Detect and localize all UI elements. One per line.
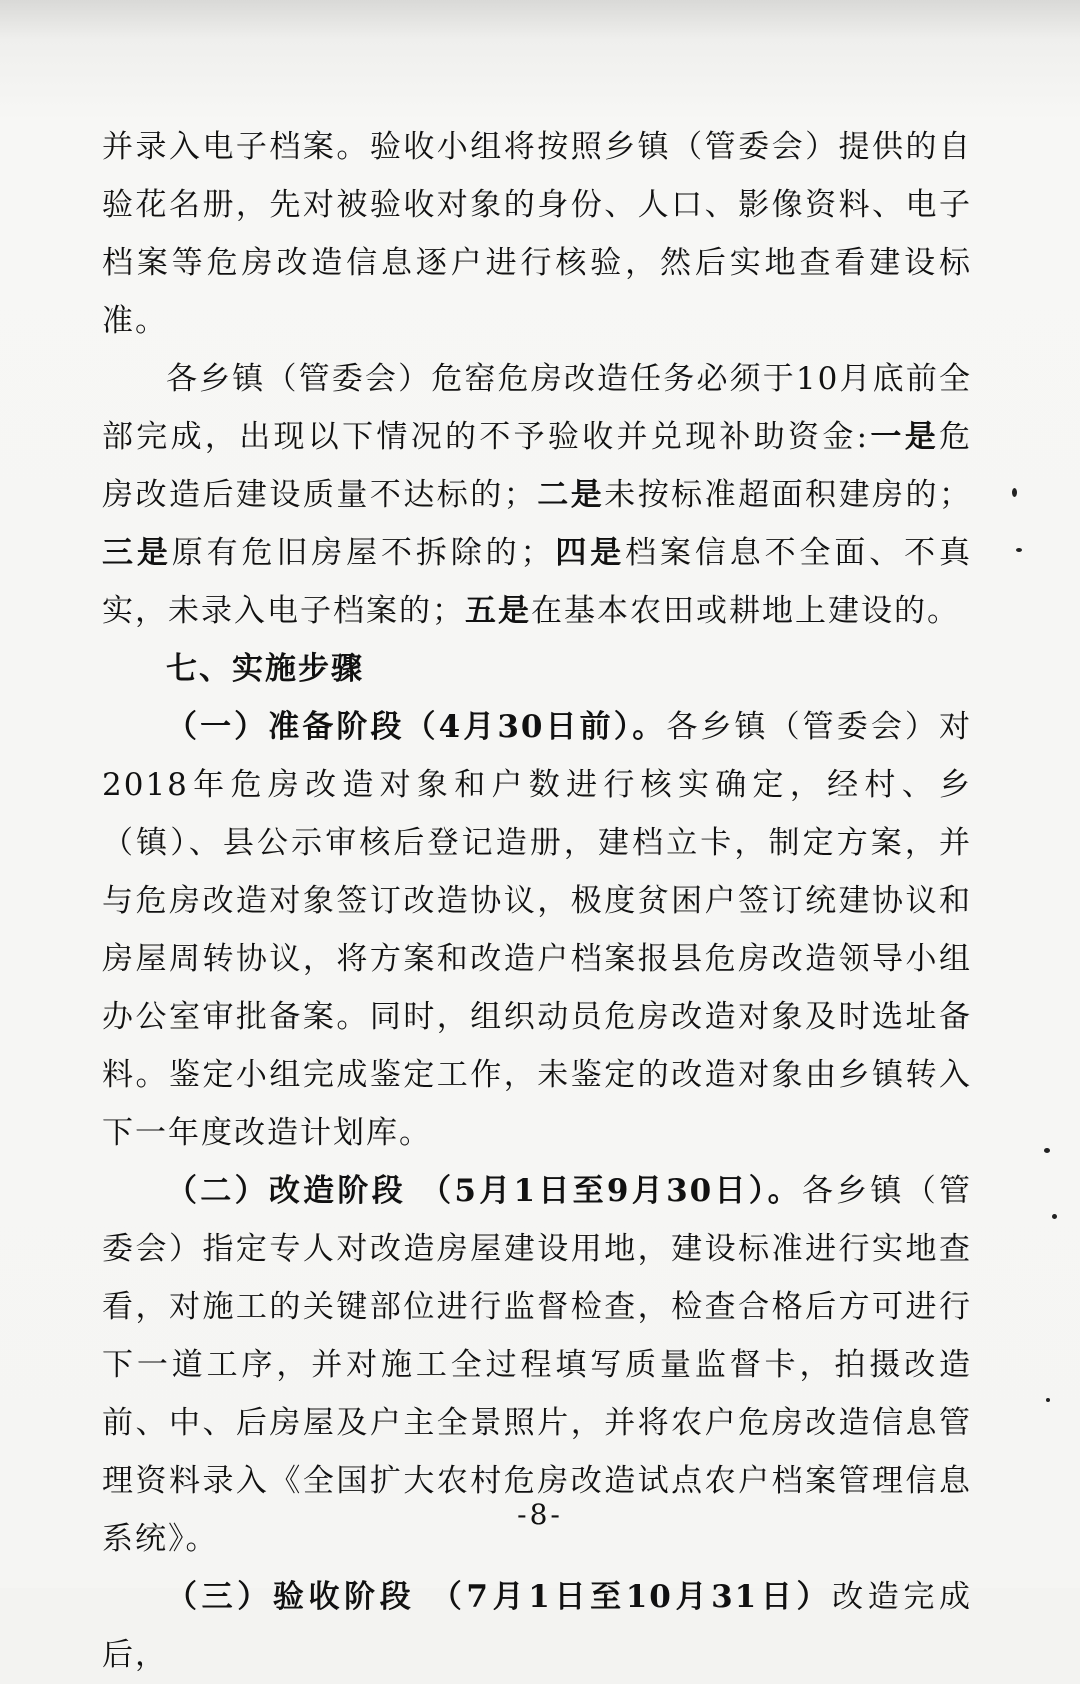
- page-number: -8-: [517, 1498, 563, 1531]
- scan-speck: [1052, 1214, 1057, 1219]
- scan-speck: [1044, 1148, 1050, 1153]
- stage-preparation-title: （一）准备阶段（4月30日前）。: [166, 709, 667, 745]
- condition-3-text: 原有危旧房屋不拆除的；: [171, 535, 554, 571]
- document-body: [102, 118, 972, 1684]
- condition-2-label: 二是: [536, 477, 605, 513]
- scan-speck: [1046, 1398, 1050, 1402]
- condition-5-label: 五是: [465, 593, 531, 629]
- paragraph-acceptance-conditions: [102, 350, 972, 640]
- condition-3-label: 三是: [102, 535, 172, 571]
- condition-4-text: 档案信息不全面、不真实，未录入电子档案的；: [102, 535, 972, 629]
- conditions-lead: 各乡镇（管委会）危窑危房改造任务必须于10月底前全部完成，出现以下情况的不予验收并兑现补助资金:: [102, 361, 972, 455]
- scan-speck: [1012, 488, 1017, 497]
- stage-acceptance: [102, 1568, 972, 1684]
- condition-2-text: 未按标准超面积建房的；: [604, 477, 973, 513]
- condition-4-label: 四是: [553, 535, 626, 571]
- condition-1-text: 危房改造后建设质量不达标的；: [102, 419, 972, 513]
- stage-preparation: [102, 698, 972, 1162]
- stage-acceptance-title: （三）验收阶段 （7月1日至10月31日）: [166, 1579, 833, 1615]
- scan-speck: [1016, 548, 1022, 552]
- paragraph-acceptance-procedure: 并录入电子档案。验收小组将按照乡镇（管委会）提供的自验花名册，先对被验收对象的身份、人口、影像资料、电子档案等危房改造信息逐户进行核验，然后实地查看建设标准。: [102, 129, 972, 339]
- stage-renovation-title: （二）改造阶段 （5月1日至9月30日）。: [166, 1173, 802, 1209]
- section-heading: 七、实施步骤: [166, 651, 364, 687]
- stage-acceptance-body: 改造完成后，: [102, 1579, 973, 1673]
- condition-5-text: 在基本农田或耕地上建设的。: [531, 593, 960, 629]
- stage-renovation-body: 各乡镇（管委会）指定专人对改造房屋建设用地，建设标准进行实地查看，对施工的关键部位进行监督检查，检查合格后方可进行下一道工序，并对施工全过程填写质量监督卡，拍摄改造前、中、后房屋及户主全景照片，并将农户危房改造信息管理资料录入《全国扩大农村危房改造试点农户档案管理信息系统》。: [102, 1173, 973, 1557]
- stage-preparation-body: 各乡镇（管委会）对2018年危房改造对象和户数进行核实确定，经村、乡（镇）、县公示审核后登记造册，建档立卡，制定方案，并与危房改造对象签订改造协议，极度贫困户签订统建协议和房屋周转协议，将方案和改造户档案报县危房改造领导小组办公室审批备案。同时，组织动员危房改造对象及时选址备料。鉴定小组完成鉴定工作，未鉴定的改造对象由乡镇转入下一年度改造计划库。: [102, 709, 972, 1151]
- condition-1-label: 一是: [869, 419, 939, 455]
